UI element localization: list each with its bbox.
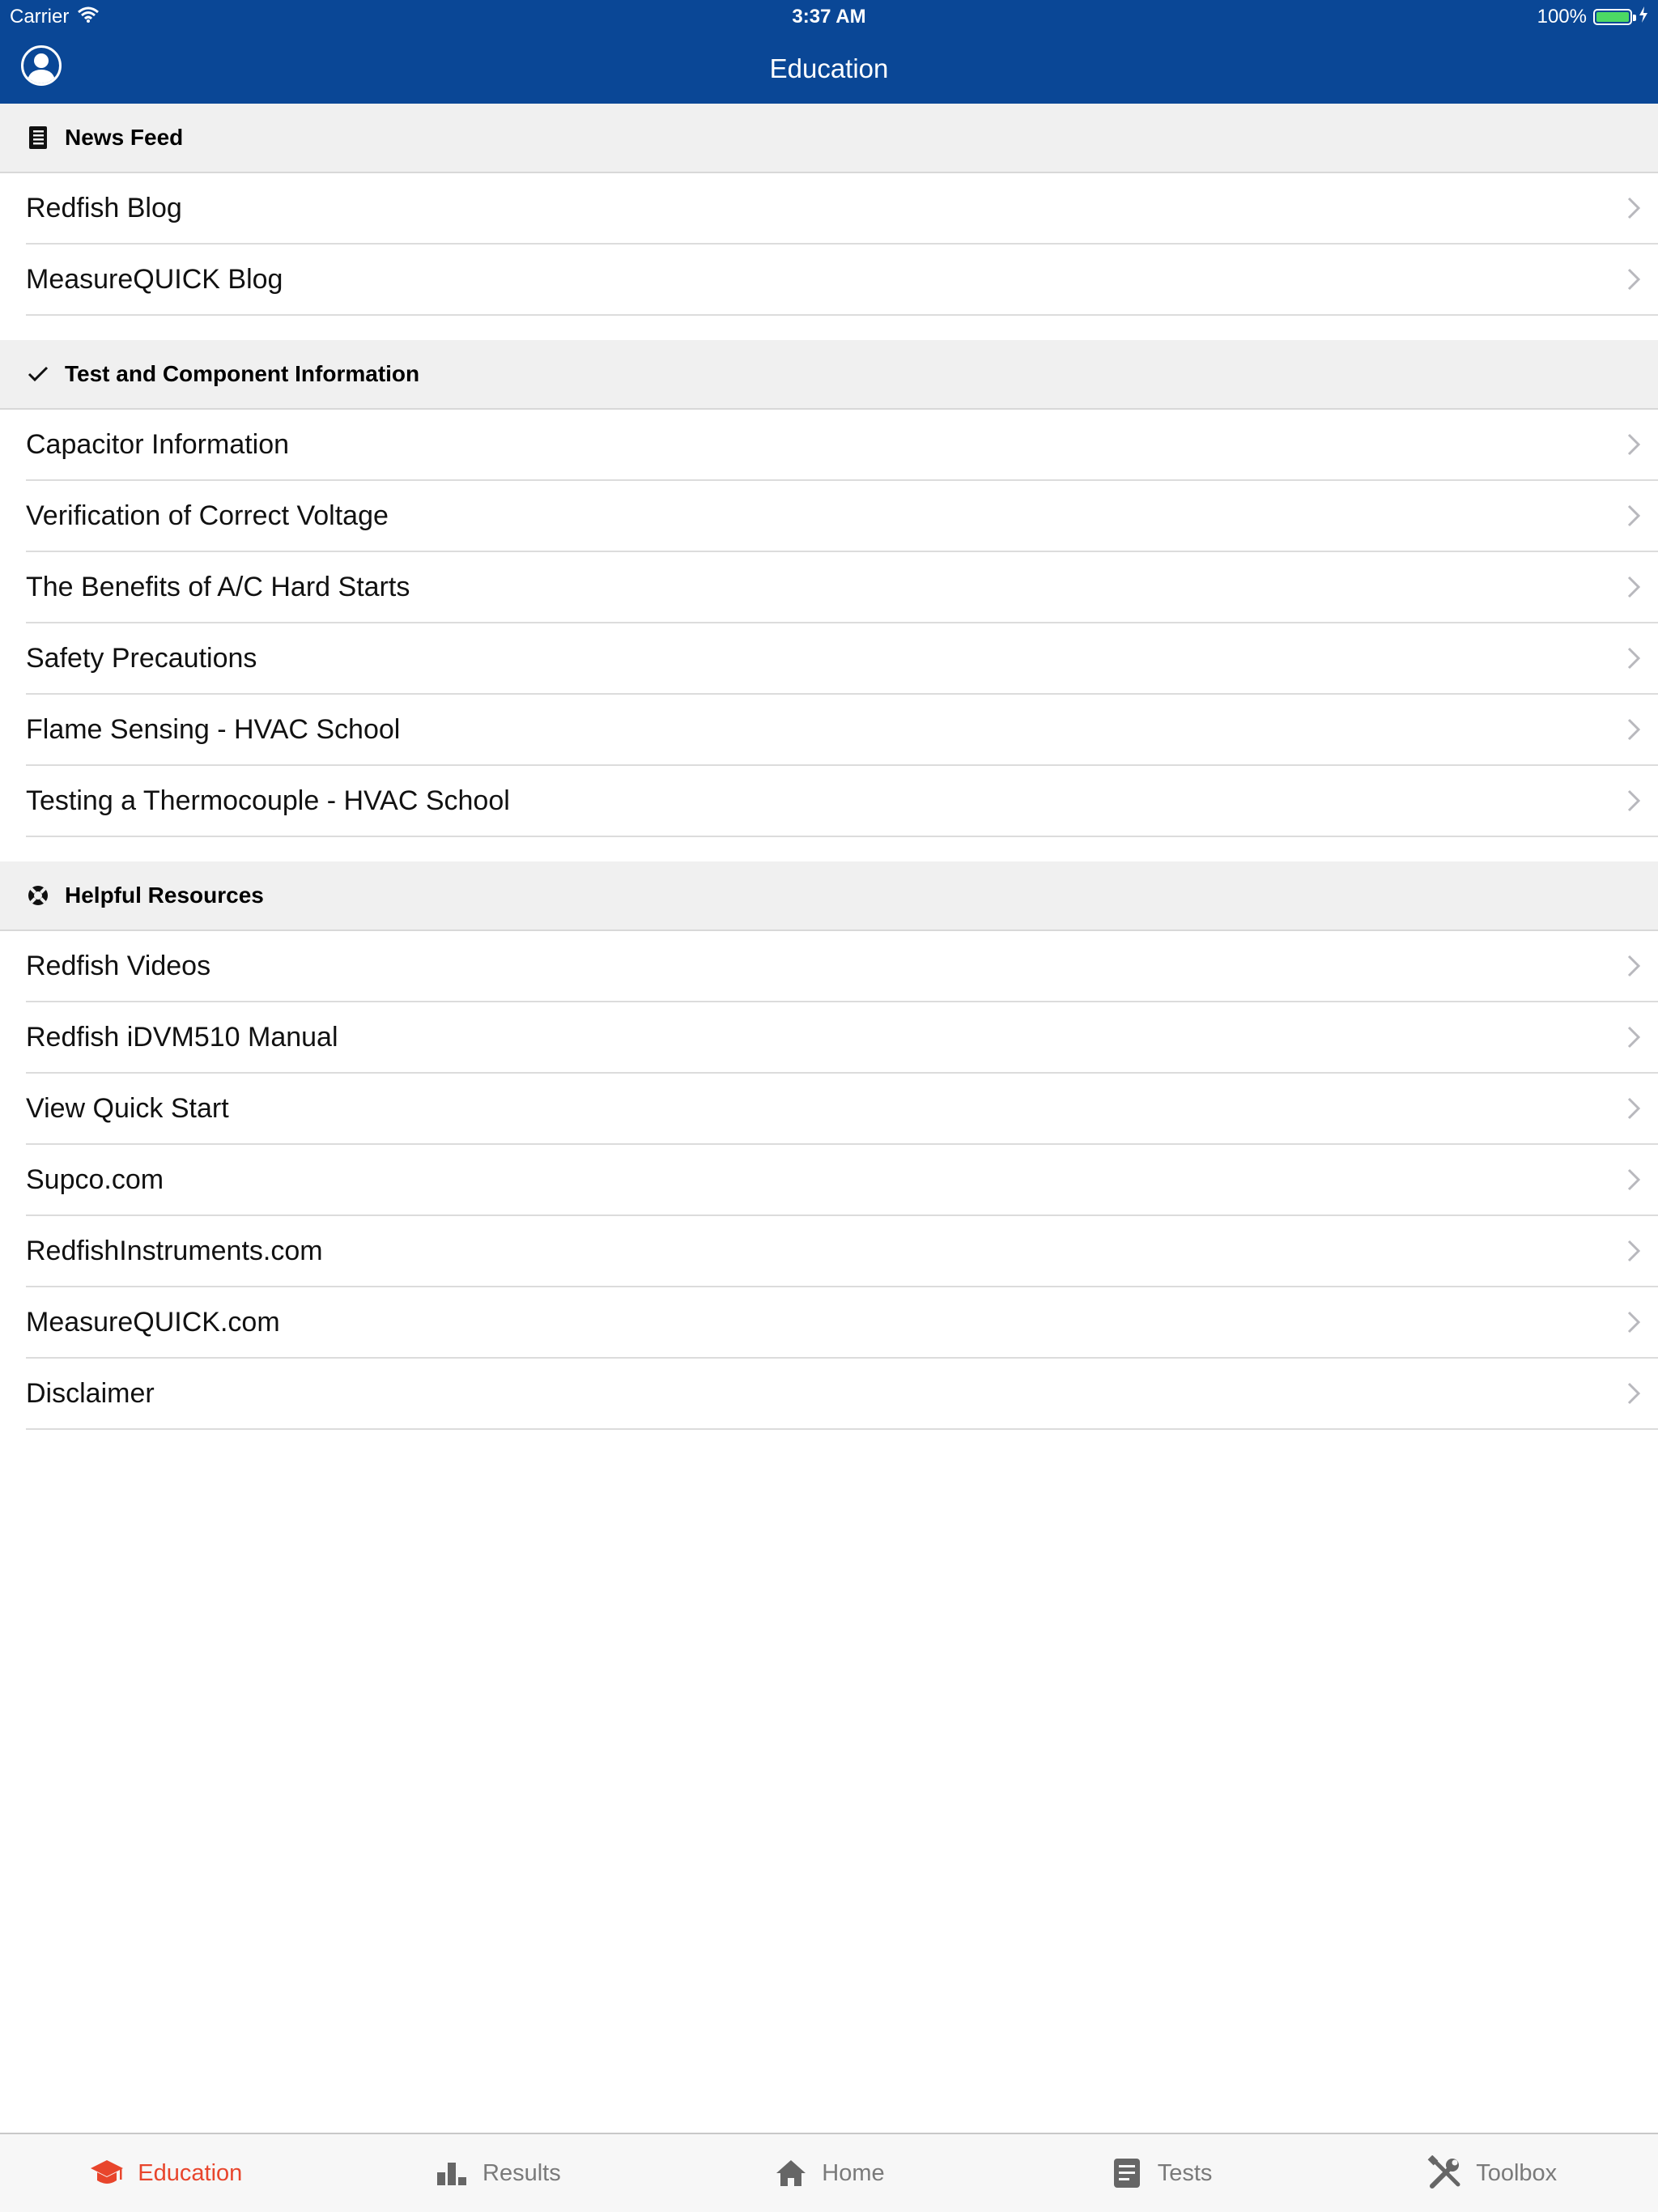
tab-label: Tests	[1157, 2159, 1213, 2186]
list-item-label: Redfish Videos	[26, 950, 211, 981]
list-item-label: Verification of Correct Voltage	[26, 500, 389, 531]
chevron-right-icon	[1609, 1377, 1658, 1410]
document-list-icon	[1109, 2155, 1145, 2191]
tab-results[interactable]	[332, 2134, 664, 2212]
chevron-right-icon	[1609, 642, 1658, 674]
list-item-capacitor-information[interactable]	[26, 410, 1658, 481]
section-title: Test and Component Information	[65, 361, 420, 386]
tab-label: Toolbox	[1476, 2159, 1558, 2186]
home-icon	[773, 2155, 809, 2191]
list-item-label: MeasureQUICK Blog	[26, 263, 283, 295]
chevron-right-icon	[1609, 950, 1658, 982]
checkmark-icon	[26, 362, 50, 386]
list-item-idvm510-manual[interactable]	[26, 1002, 1658, 1074]
chevron-right-icon	[1609, 192, 1658, 224]
chevron-right-icon	[1609, 1306, 1658, 1338]
newspaper-icon	[26, 125, 50, 150]
chevron-right-icon	[1609, 1235, 1658, 1267]
list-item-testing-thermocouple[interactable]	[26, 766, 1658, 837]
tab-label: Home	[822, 2159, 885, 2186]
section-title: Helpful Resources	[65, 883, 264, 908]
list-item-supco[interactable]	[26, 1145, 1658, 1216]
list-item-label: Safety Precautions	[26, 642, 257, 674]
list-item-redfishinstruments[interactable]	[26, 1216, 1658, 1287]
section-gap	[0, 316, 1658, 340]
tab-label: Education	[138, 2159, 243, 2186]
carrier-label: Carrier	[10, 6, 70, 28]
list-item-label: Redfish Blog	[26, 192, 182, 223]
tab-label: Results	[483, 2159, 561, 2186]
chevron-right-icon	[1609, 1163, 1658, 1196]
status-bar	[0, 0, 1658, 32]
list-item-label: Disclaimer	[26, 1377, 155, 1409]
section-title: News Feed	[65, 125, 184, 150]
charging-bolt-icon	[1639, 6, 1648, 28]
list-item-label: Redfish iDVM510 Manual	[26, 1021, 338, 1053]
tab-education[interactable]	[0, 2134, 332, 2212]
chevron-right-icon	[1609, 263, 1658, 296]
list-item-label: The Benefits of A/C Hard Starts	[26, 571, 410, 602]
navigation-bar	[0, 0, 1658, 104]
chevron-right-icon	[1609, 571, 1658, 603]
chevron-right-icon	[1609, 1092, 1658, 1125]
list-item-safety-precautions[interactable]	[26, 623, 1658, 695]
section-header-news-feed	[0, 104, 1658, 173]
graduation-cap-icon	[89, 2155, 125, 2191]
list-item-benefits-of-hard-starts[interactable]	[26, 552, 1658, 623]
list-item-disclaimer[interactable]	[26, 1359, 1658, 1430]
chevron-right-icon	[1609, 785, 1658, 817]
chevron-right-icon	[1609, 713, 1658, 746]
list-item-redfish-videos[interactable]	[26, 931, 1658, 1002]
list-item-label: Capacitor Information	[26, 428, 290, 460]
page-title: Education	[769, 53, 889, 83]
bar-chart-icon	[434, 2155, 470, 2191]
battery-indicator	[1537, 6, 1648, 28]
education-list	[0, 104, 1658, 1430]
chevron-right-icon	[1609, 500, 1658, 532]
section-header-test-component-info	[0, 340, 1658, 410]
list-item-measurequick-com[interactable]	[26, 1287, 1658, 1359]
list-item-label: Supco.com	[26, 1163, 164, 1195]
list-item-label: Testing a Thermocouple - HVAC School	[26, 785, 510, 816]
battery-icon	[1593, 9, 1632, 25]
list-item-label: RedfishInstruments.com	[26, 1235, 323, 1266]
tools-icon	[1427, 2155, 1463, 2191]
battery-percent: 100%	[1537, 6, 1587, 28]
chevron-right-icon	[1609, 1021, 1658, 1053]
list-item-label: View Quick Start	[26, 1092, 229, 1124]
list-item-verification-of-correct-voltage[interactable]	[26, 481, 1658, 552]
list-item-label: Flame Sensing - HVAC School	[26, 713, 401, 745]
status-time: 3:37 AM	[792, 6, 866, 28]
list-item-view-quick-start[interactable]	[26, 1074, 1658, 1145]
section-gap	[0, 837, 1658, 861]
list-item-label: MeasureQUICK.com	[26, 1306, 280, 1338]
section-header-helpful-resources	[0, 861, 1658, 931]
list-item-flame-sensing[interactable]	[26, 695, 1658, 766]
chevron-right-icon	[1609, 428, 1658, 461]
tab-home[interactable]	[663, 2134, 995, 2212]
list-item-redfish-blog[interactable]	[26, 173, 1658, 245]
list-item-measurequick-blog[interactable]	[26, 245, 1658, 316]
tab-toolbox[interactable]	[1326, 2134, 1658, 2212]
life-ring-icon	[26, 883, 50, 908]
tab-tests[interactable]	[995, 2134, 1327, 2212]
tab-bar	[0, 2133, 1658, 2212]
